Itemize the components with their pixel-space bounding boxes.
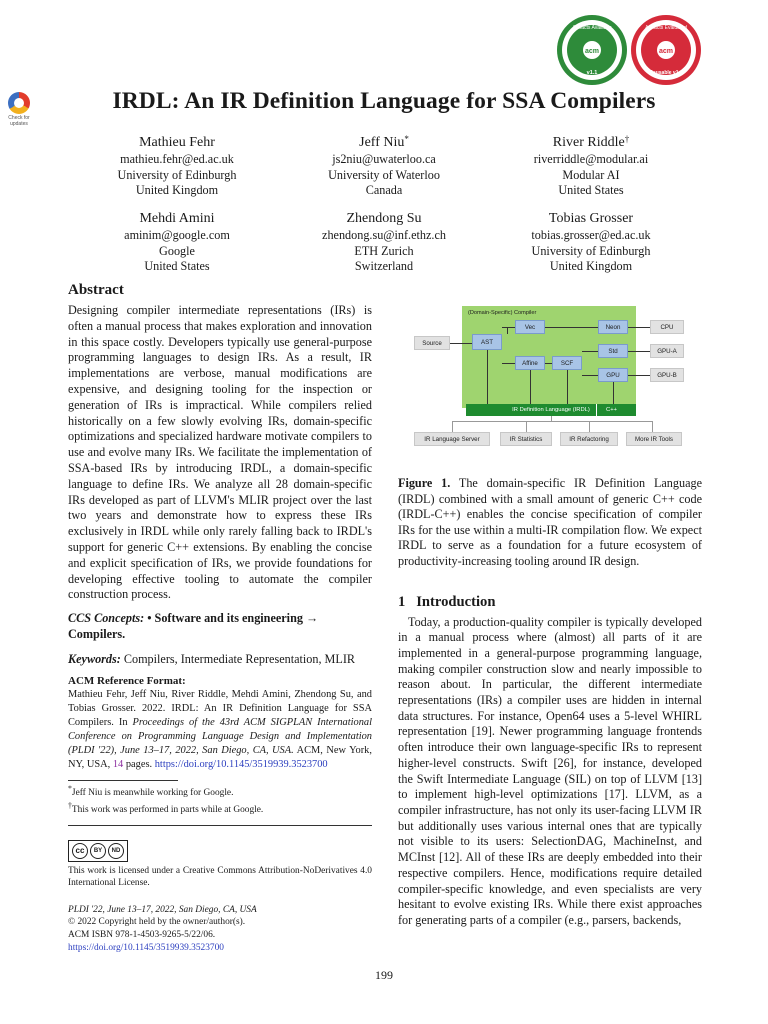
author-country: United States xyxy=(558,183,624,198)
tool-node: More IR Tools xyxy=(626,432,682,446)
edge-line xyxy=(502,327,515,328)
pub-copyright: © 2022 Copyright held by the owner/author(s). xyxy=(68,917,246,928)
edge-line xyxy=(628,327,650,328)
abstract-text: Designing compiler intermediate representations (IRs) is often a manual process that makes exploration and innovation in this space costly. Developers typically use general-purpose programming languages to design IRs. As a result, IR implementations are verbose, manual modifications are expensive, and designing tooling for the inspection or generation of IRs is impractical. While compilers relied historically on a few slowly evolving IRs, domain-specific optimizations and specialized hardware motivate compilers to use and evolve many IRs. We facilitate the implementation of SSA-based IRs by introducing IRDL, a domain-specific language to define IRs. We analyze all 28 domain-specific IRs developed as part of LLVM's MLIR project over the last two years and demonstrate how to express these IRs exclusively in IRDL while only rarely falling back to IRDL's support for generic C++ extensions. By enabling the concise and explicit specification of IRs, we provide foundations for developing effective tooling to automate the compiler construction process. xyxy=(68,303,372,602)
author-block xyxy=(279,134,489,199)
tool-node: IR Statistics xyxy=(500,432,552,446)
edge-line xyxy=(613,382,614,404)
author-name: River Riddle xyxy=(552,135,625,150)
edge-line xyxy=(582,375,598,376)
edge-line xyxy=(452,421,453,432)
license-text: This work is licensed under a Creative Commons Attribution-NoDerivatives 4.0 International License. xyxy=(68,865,372,889)
badge-red-bottom: Reusable v1.1 xyxy=(649,70,683,76)
tool-node: IR Refactoring xyxy=(560,432,618,446)
by-icon: BY xyxy=(90,843,106,859)
reference-heading: ACM Reference Format: xyxy=(68,674,186,687)
edge-line xyxy=(545,327,598,328)
author-block xyxy=(72,134,282,199)
publication-info xyxy=(68,904,372,954)
edge-line xyxy=(551,416,552,421)
intro-text: Today, a production-quality compiler is typically developed in a manual process where (almost) all parts of it are implemented in a general-purpose programming language, making compiler construction slow and nearly impossible to reason about. In particular, the different intermediate representations (IRs) a compiler uses are hidden in internal data structures. For instance, Open64 uses a 5-level WHIRL representation [19]. Newer programming language frontends often introduce their own language-specific IRs to represent higher-level constructs. Swift [26], for instance, developed the Swift Intermediate Language (SIL) on top of LLVM [13] to implement high-level optimizations [17]. LLVM, as a compiler infrastructure, has not only its user-facing LLVM IR but additionally uses various internal ones that are typically not visible to its users: SelectionDAG, MachineInst, and MCInst [12]. All of these IRs are deeply embedded into their respective compilers. Hence, modifications require detailed compiler-specific knowledge, and even specialists are very hesitant to evolve existing IRs. While there exist approaches for generating parts of a compiler (e.g., parsers, backends, xyxy=(398,614,702,927)
intro-title: Introduction xyxy=(416,593,496,610)
edge-line xyxy=(652,421,653,432)
badge-red-top: Artifacts Evaluated xyxy=(645,25,687,31)
author-footnote-mark: * xyxy=(404,134,409,144)
pub-venue: PLDI '22, June 13–17, 2022, San Diego, CA, USA xyxy=(68,904,257,915)
left-column xyxy=(68,282,372,954)
author-name: Tobias Grosser xyxy=(548,211,634,226)
author-email[interactable]: mathieu.fehr@ed.ac.uk xyxy=(120,152,234,166)
paper-title: IRDL: An IR Definition Language for SSA Compilers xyxy=(112,88,656,114)
edge-line xyxy=(530,370,531,404)
author-country: United States xyxy=(144,259,210,274)
author-name: Mathieu Fehr xyxy=(139,135,215,150)
edge-line xyxy=(545,363,552,364)
keywords xyxy=(68,652,372,668)
badge-red-center: acm xyxy=(658,48,674,55)
affine-node: Affine xyxy=(515,356,545,370)
author-country: United Kingdom xyxy=(135,183,219,198)
edge-line xyxy=(628,351,650,352)
badge-green-top: Artifacts Available xyxy=(572,25,612,31)
std-node: Std xyxy=(598,344,628,358)
gpu-node: GPU xyxy=(598,368,628,382)
figure-caption xyxy=(398,476,702,570)
reference-venue: Proceedings of the 43rd ACM SIGPLAN International Conference on Programming Language Design and Implementation (PLDI '22), June 13–17, 2022, San Diego, CA, USA. xyxy=(68,716,372,756)
author-affiliation: Google xyxy=(159,243,195,258)
reference-pages-number: 14 xyxy=(112,758,124,770)
right-column xyxy=(398,476,702,929)
edge-line xyxy=(526,421,527,432)
ccs-text: • Software and its engineering → Compilers. xyxy=(68,611,319,641)
abstract-heading: Abstract xyxy=(68,282,124,298)
check-updates-label: Check for updates xyxy=(8,115,30,127)
gpu-b-node: GPU-B xyxy=(650,368,684,382)
edge-line xyxy=(502,363,515,364)
author-name: Mehdi Amini xyxy=(139,211,215,226)
cc-by-nd-logo[interactable] xyxy=(68,840,128,862)
figure-caption-label: Figure 1. xyxy=(398,476,451,490)
edge-line xyxy=(567,370,568,404)
footnote-rule xyxy=(68,780,178,781)
vec-node: Vec xyxy=(515,320,545,334)
edge-line xyxy=(450,343,472,344)
author-affiliation: University of Edinburgh xyxy=(117,167,237,182)
author-email[interactable]: zhendong.su@inf.ethz.ch xyxy=(322,228,446,242)
reference-doi-link[interactable]: https://doi.org/10.1145/3519939.3523700 xyxy=(154,758,328,770)
badge-green-center: acm xyxy=(584,48,600,55)
footnotes xyxy=(68,783,372,816)
reference-publisher: ACM, New York, NY, USA, xyxy=(68,744,372,770)
intro-heading xyxy=(398,594,702,611)
license-rule xyxy=(68,825,372,826)
ccs-concepts xyxy=(68,611,372,643)
acm-reference xyxy=(68,674,372,772)
intro-number: 1 xyxy=(398,593,406,610)
ast-node: AST xyxy=(472,334,502,350)
tool-node: IR Language Server xyxy=(414,432,490,446)
author-block xyxy=(486,134,696,199)
reference-authors: Mathieu Fehr, Jeff Niu, River Riddle, Mehdi Amini, Zhendong Su, and Tobias Grosser. 2022. IRDL: An IR Definition Language for SSA Compilers. In xyxy=(68,688,372,728)
reference-pages-word: pages. xyxy=(125,758,153,770)
compiler-container-label: (Domain-Specific) Compiler xyxy=(468,309,537,316)
pub-doi-link[interactable]: https://doi.org/10.1145/3519939.3523700 xyxy=(68,942,224,953)
author-block xyxy=(72,210,282,275)
author-country: United Kingdom xyxy=(549,259,633,274)
keywords-text: Compilers, Intermediate Representation, MLIR xyxy=(123,651,356,666)
author-affiliation: ETH Zurich xyxy=(354,243,414,258)
author-affiliation: University of Waterloo xyxy=(328,167,440,182)
neon-node: Neon xyxy=(598,320,628,334)
page-number: 199 xyxy=(375,968,393,982)
author-email[interactable]: riverriddle@modular.ai xyxy=(533,152,649,166)
author-affiliation: Modular AI xyxy=(562,167,620,182)
gpu-a-node: GPU-A xyxy=(650,344,684,358)
cc-icon: cc xyxy=(72,843,88,859)
author-email[interactable]: js2niu@uwaterloo.ca xyxy=(332,152,436,166)
cpu-node: CPU xyxy=(650,320,684,334)
nd-icon: ND xyxy=(108,843,124,859)
scf-node: SCF xyxy=(552,356,582,370)
footnote: *Jeff Niu is meanwhile working for Google. xyxy=(68,784,234,799)
author-country: Canada xyxy=(365,183,403,198)
artifacts-available-badge xyxy=(556,14,628,86)
keywords-label: Keywords: xyxy=(68,651,121,666)
edge-line xyxy=(628,375,650,376)
cpp-node: C++ xyxy=(596,404,626,416)
edge-line xyxy=(507,327,508,334)
author-email[interactable]: tobias.grosser@ed.ac.uk xyxy=(531,228,651,242)
source-node: Source xyxy=(414,336,450,350)
edge-line xyxy=(487,350,488,404)
badge-green-bottom: v1.1 xyxy=(586,70,598,76)
author-country: Switzerland xyxy=(354,259,414,274)
artifacts-evaluated-badge xyxy=(630,14,702,86)
edge-line xyxy=(452,421,652,422)
irdl-label: IR Definition Language (IRDL) xyxy=(512,407,590,413)
figure-1-diagram xyxy=(412,300,702,460)
author-block xyxy=(279,210,489,275)
license-block xyxy=(68,840,372,890)
edge-line xyxy=(589,421,590,432)
author-email[interactable]: aminim@google.com xyxy=(124,228,230,242)
author-affiliation: University of Edinburgh xyxy=(531,243,651,258)
edge-line xyxy=(582,351,598,352)
author-block xyxy=(486,210,696,275)
pub-isbn: ACM ISBN 978-1-4503-9265-5/22/06. xyxy=(68,929,216,940)
author-name: Jeff Niu xyxy=(359,135,405,150)
author-footnote-mark: † xyxy=(624,134,630,144)
ccs-label: CCS Concepts: xyxy=(68,611,145,626)
footnote: †This work was performed in parts while at Google. xyxy=(68,801,264,816)
figure-caption-text: The domain-specific IR Definition Language (IRDL) combined with a small amount of generic C++ code (IRDL-C++) enables the concise specification of compiler IRs for the use within a multi-IR compilation flow. We expect IRDL to serve as a foundation for a future ecosystem of productivity-increasing tooling around IR design. xyxy=(398,476,702,568)
author-name: Zhendong Su xyxy=(346,211,422,226)
